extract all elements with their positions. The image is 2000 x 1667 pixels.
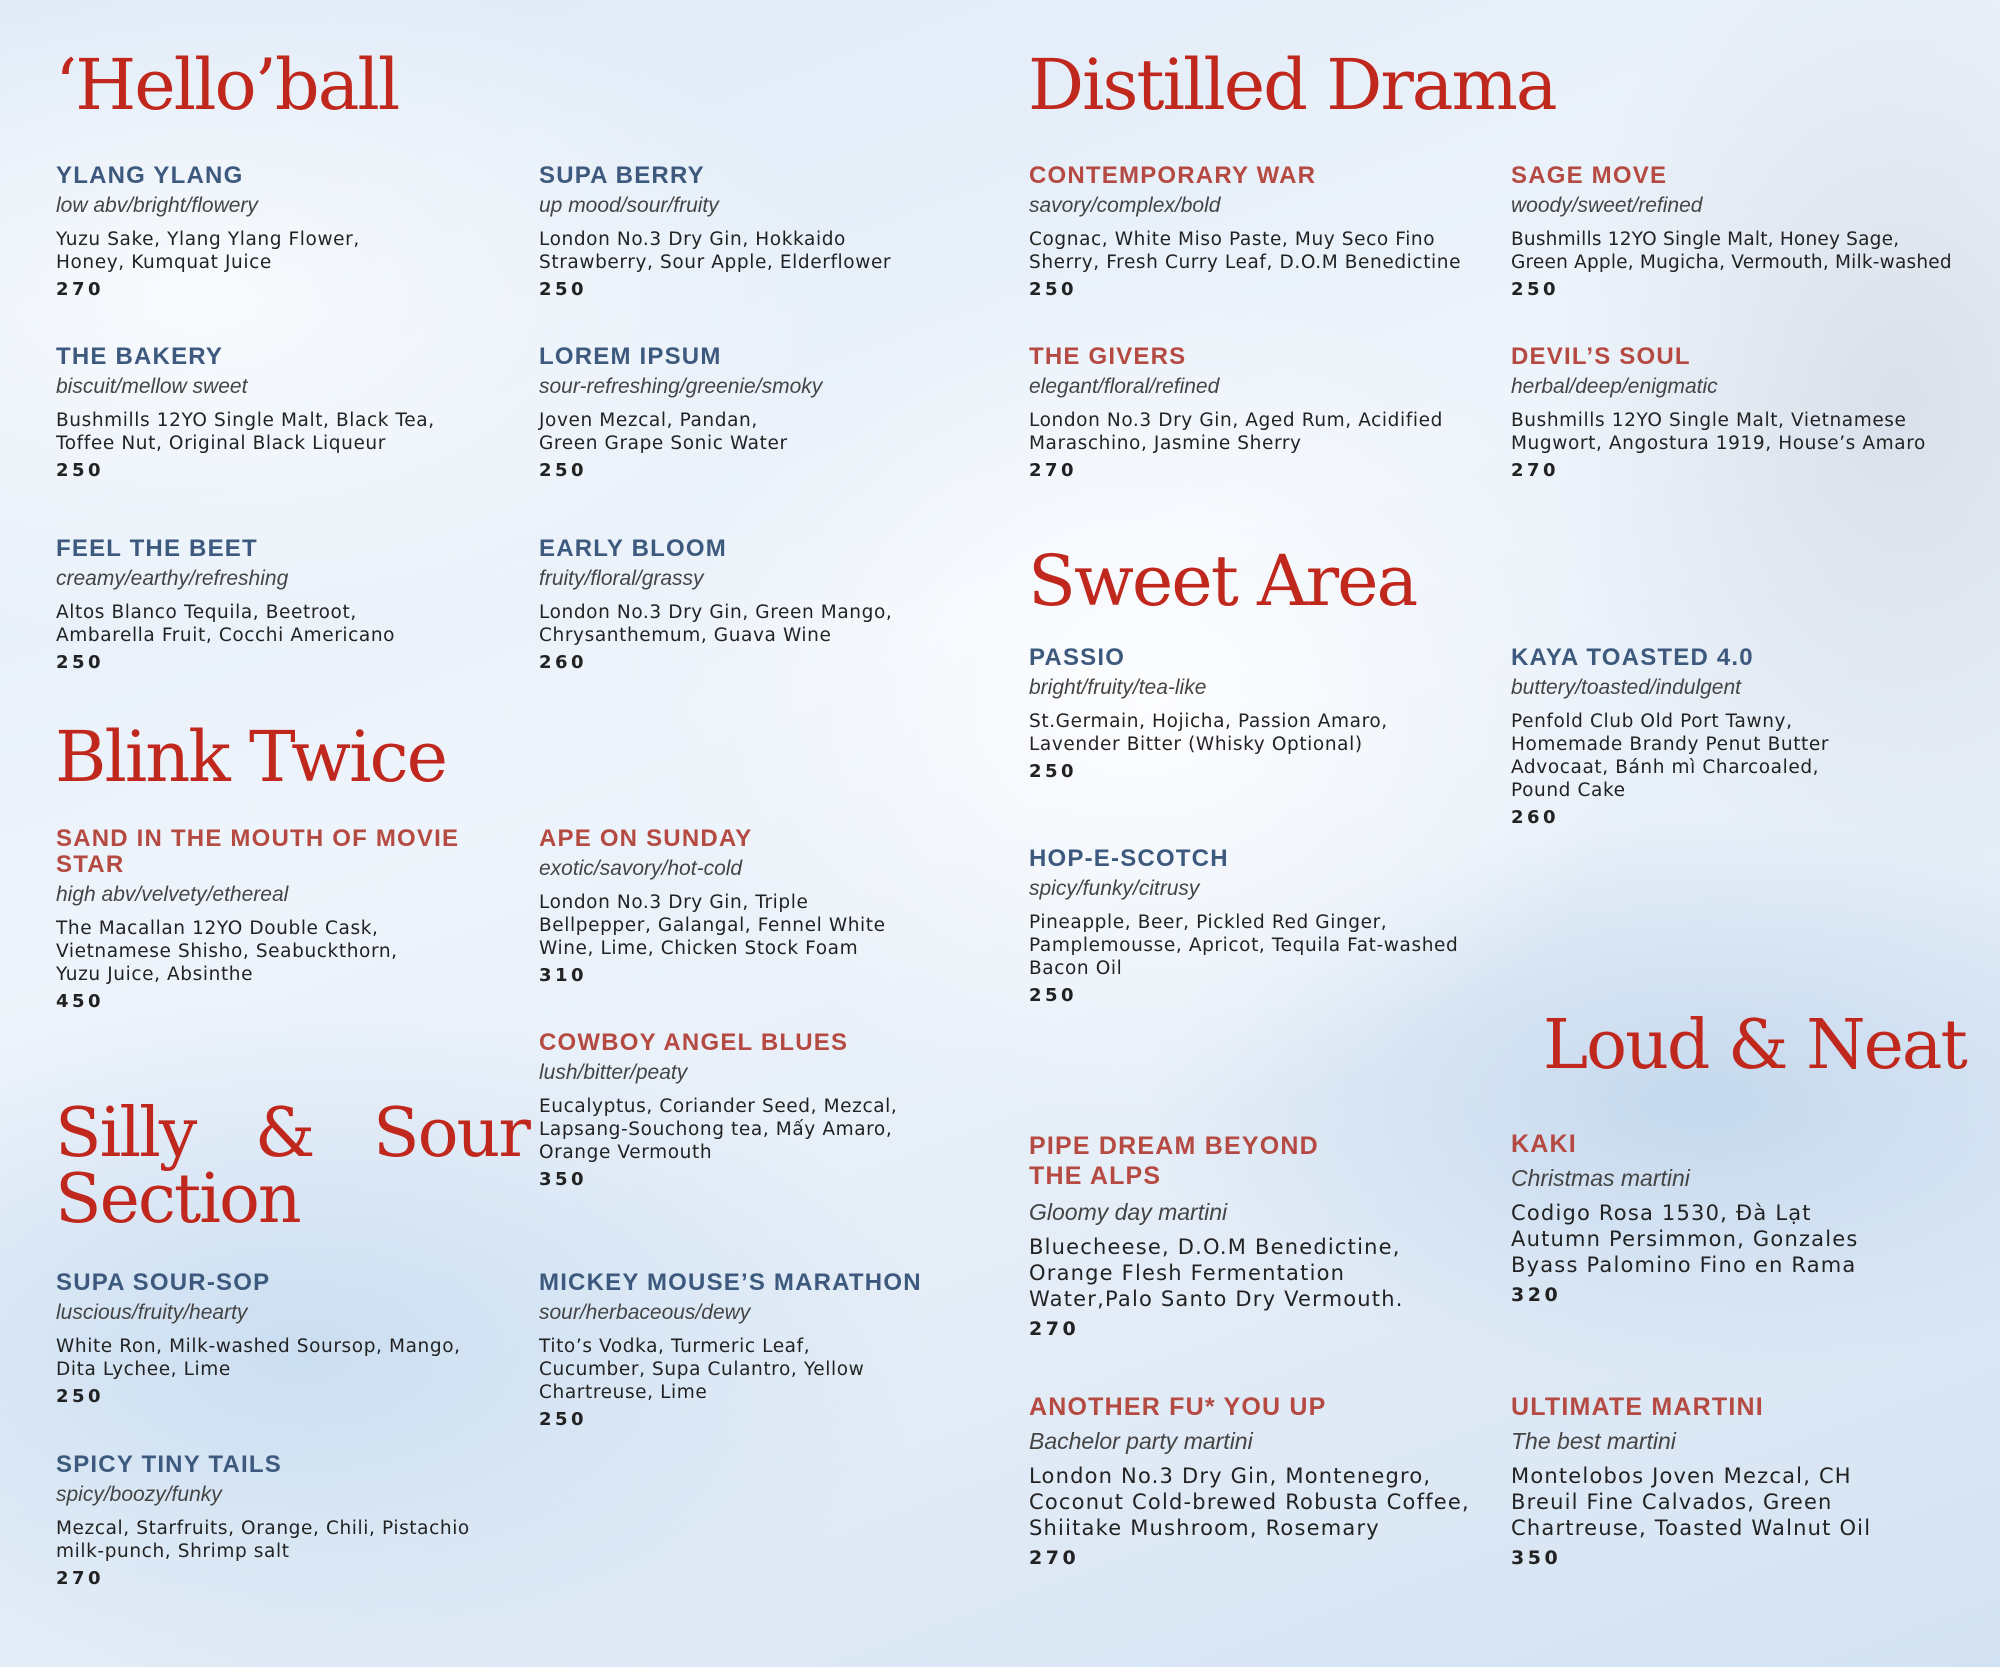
item-ingredients: Bushmills 12YO Single Malt, Honey Sage, Green Apple, Mugicha, Vermouth, Milk-washed [1511,229,1952,273]
item-price: 270 [1029,460,1078,481]
menu-item-sage-move [1511,163,1991,300]
item-descriptor: luscious/fruity/hearty [56,1301,248,1324]
menu-item-lorem-ipsum [539,344,1009,481]
item-price: 250 [56,1386,105,1407]
item-descriptor: lush/bitter/peaty [539,1061,688,1084]
item-name: CONTEMPORARY WAR [1029,162,1317,189]
item-descriptor: elegant/floral/refined [1029,375,1220,398]
item-name: ULTIMATE MARTINI [1511,1393,1764,1421]
menu-item-sand-in-the-mouth [56,826,526,1012]
item-name: FEEL THE BEET [56,535,258,562]
item-price: 310 [539,965,588,986]
item-name: SAND IN THE MOUTH OF MOVIE STAR [56,825,460,878]
item-price: 260 [1511,807,1560,828]
menu-item-feel-the-beet [56,536,526,673]
item-descriptor: creamy/earthy/refreshing [56,567,289,590]
menu-item-contemporary-war [1029,163,1499,300]
menu-item-devils-soul [1511,344,1981,481]
menu-item-another-fu-you-up [1029,1394,1499,1569]
item-price: 250 [539,460,588,481]
menu-item-spicy-tiny-tails [56,1452,526,1589]
item-ingredients: Bushmills 12YO Single Malt, Vietnamese Mugwort, Angostura 1919, House’s Amaro [1511,410,1926,454]
item-name: SUPA SOUR-SOP [56,1269,271,1296]
item-price: 270 [1029,1547,1080,1569]
item-descriptor: woody/sweet/refined [1511,194,1703,217]
item-name: SAGE MOVE [1511,162,1668,189]
item-descriptor: low abv/bright/flowery [56,194,258,217]
item-price: 270 [1511,460,1560,481]
section-title-helloball: ‘Hello’ball [55,44,399,126]
item-name: PASSIO [1029,644,1126,671]
item-descriptor: Bachelor party martini [1029,1428,1253,1454]
section-title-blink-twice: Blink Twice [55,716,447,798]
item-descriptor: Gloomy day martini [1029,1199,1228,1225]
item-price: 260 [539,652,588,673]
item-ingredients: Pineapple, Beer, Pickled Red Ginger, Pamplemousse, Apricot, Tequila Fat-washed Bacon Oil [1029,912,1459,979]
item-name: KAYA TOASTED 4.0 [1511,644,1754,671]
item-price: 250 [56,460,105,481]
item-descriptor: bright/fruity/tea-like [1029,676,1207,699]
item-ingredients: Tito’s Vodka, Turmeric Leaf, Cucumber, Supa Culantro, Yellow Chartreuse, Lime [539,1336,865,1403]
item-price: 270 [1029,1318,1080,1340]
item-name: KAKI [1511,1130,1577,1158]
item-descriptor: Christmas martini [1511,1165,1690,1191]
item-ingredients: St.Germain, Hojicha, Passion Amaro, Lavender Bitter (Whisky Optional) [1029,711,1388,755]
item-ingredients: London No.3 Dry Gin, Triple Bellpepper, Galangal, Fennel White Wine, Lime, Chicken Stock Foam [539,892,886,959]
item-name: EARLY BLOOM [539,535,727,562]
section-title-section: Section [55,1160,300,1239]
item-name: MICKEY MOUSE’S MARATHON [539,1269,922,1296]
item-ingredients: London No.3 Dry Gin, Montenegro, Coconut Cold-brewed Robusta Coffee, Shiitake Mushroom, Rosemary [1029,1464,1470,1540]
item-ingredients: The Macallan 12YO Double Cask, Vietnamese Shisho, Seabuckthorn, Yuzu Juice, Absinthe [56,918,398,985]
item-name: LOREM IPSUM [539,343,722,370]
item-name: APE ON SUNDAY [539,825,753,852]
menu-item-supa-berry [539,163,1009,300]
item-ingredients: Yuzu Sake, Ylang Ylang Flower, Honey, Kumquat Juice [56,229,360,273]
item-name: DEVIL’S SOUL [1511,343,1691,370]
menu-item-hop-e-scotch [1029,846,1499,1006]
item-ingredients: Penfold Club Old Port Tawny, Homemade Brandy Penut Butter Advocaat, Bánh mì Charcoaled, Pound Cake [1511,711,1830,801]
menu-item-ultimate-martini [1511,1394,1981,1569]
section-title-sweet-area: Sweet Area [1028,540,1417,622]
item-name: THE GIVERS [1029,343,1187,370]
item-descriptor: The best martini [1511,1428,1676,1454]
menu-item-pipe-dream [1029,1131,1499,1340]
item-ingredients: Bushmills 12YO Single Malt, Black Tea, Toffee Nut, Original Black Liqueur [56,410,435,454]
item-price: 250 [1511,279,1560,300]
menu-item-ylang-ylang [56,163,526,300]
item-ingredients: Montelobos Joven Mezcal, CH Breuil Fine Calvados, Green Chartreuse, Toasted Walnut Oil [1511,1464,1872,1540]
item-price: 250 [539,1409,588,1430]
item-ingredients: London No.3 Dry Gin, Aged Rum, Acidified Maraschino, Jasmine Sherry [1029,410,1443,454]
item-name: HOP-E-SCOTCH [1029,845,1229,872]
menu-item-kaki [1511,1131,1981,1306]
item-name: YLANG YLANG [56,162,244,189]
item-ingredients: Bluecheese, D.O.M Benedictine, Orange Flesh Fermentation Water,Palo Santo Dry Vermouth. [1029,1235,1404,1311]
menu-item-passio [1029,645,1499,782]
section-title-loud-neat: Loud & Neat [1543,1006,1966,1085]
item-descriptor: sour-refreshing/greenie/smoky [539,375,823,398]
item-descriptor: spicy/funky/citrusy [1029,877,1200,900]
item-price: 250 [1029,761,1078,782]
item-descriptor: savory/complex/bold [1029,194,1221,217]
item-ingredients: Codigo Rosa 1530, Đà Lạt Autumn Persimmon, Gonzales Byass Palomino Fino en Rama [1511,1201,1859,1277]
item-price: 270 [56,1568,105,1589]
item-ingredients: London No.3 Dry Gin, Hokkaido Strawberry, Sour Apple, Elderflower [539,229,892,273]
item-price: 250 [56,652,105,673]
item-name: SPICY TINY TAILS [56,1451,282,1478]
item-price: 270 [56,279,105,300]
item-name: ANOTHER FU* YOU UP [1029,1393,1327,1421]
item-price: 250 [1029,279,1078,300]
item-descriptor: buttery/toasted/indulgent [1511,676,1741,699]
item-descriptor: high abv/velvety/ethereal [56,883,289,906]
item-name: SUPA BERRY [539,162,705,189]
item-price: 450 [56,991,105,1012]
item-descriptor: sour/herbaceous/dewy [539,1301,751,1324]
item-ingredients: Eucalyptus, Coriander Seed, Mezcal, Lapsang-Souchong tea, Mấy Amaro, Orange Vermouth [539,1096,898,1163]
item-descriptor: spicy/boozy/funky [56,1483,222,1506]
item-name: PIPE DREAM BEYOND THE ALPS [1029,1132,1319,1190]
item-ingredients: London No.3 Dry Gin, Green Mango, Chrysanthemum, Guava Wine [539,602,893,646]
item-descriptor: exotic/savory/hot-cold [539,857,743,880]
item-ingredients: Altos Blanco Tequila, Beetroot, Ambarella Fruit, Cocchi Americano [56,602,396,646]
menu-item-mickey-mouses-marathon [539,1270,1009,1430]
item-ingredients: Cognac, White Miso Paste, Muy Seco Fino Sherry, Fresh Curry Leaf, D.O.M Benedictine [1029,229,1462,273]
item-descriptor: up mood/sour/fruity [539,194,719,217]
item-name: THE BAKERY [56,343,224,370]
item-descriptor: herbal/deep/enigmatic [1511,375,1718,398]
item-name: COWBOY ANGEL BLUES [539,1029,849,1056]
menu-item-cowboy-angel-blues [539,1030,1009,1190]
menu-item-supa-sour-sop [56,1270,526,1407]
item-price: 250 [1029,985,1078,1006]
item-ingredients: Mezcal, Starfruits, Orange, Chili, Pistachio milk-punch, Shrimp salt [56,1518,470,1562]
item-ingredients: White Ron, Milk-washed Soursop, Mango, Dita Lychee, Lime [56,1336,461,1380]
item-price: 250 [539,279,588,300]
item-ingredients: Joven Mezcal, Pandan, Green Grape Sonic Water [539,410,788,454]
item-price: 350 [539,1169,588,1190]
section-title-distilled-drama: Distilled Drama [1028,44,1556,126]
section-title-silly-sour: Silly & Sour [55,1094,529,1173]
item-price: 320 [1511,1284,1562,1306]
item-descriptor: biscuit/mellow sweet [56,375,248,398]
menu-item-kaya-toasted [1511,645,1981,828]
menu-item-the-bakery [56,344,526,481]
menu-item-ape-on-sunday [539,826,1009,986]
item-price: 350 [1511,1547,1562,1569]
menu-item-the-givers [1029,344,1499,481]
item-descriptor: fruity/floral/grassy [539,567,704,590]
menu-item-early-bloom [539,536,1009,673]
